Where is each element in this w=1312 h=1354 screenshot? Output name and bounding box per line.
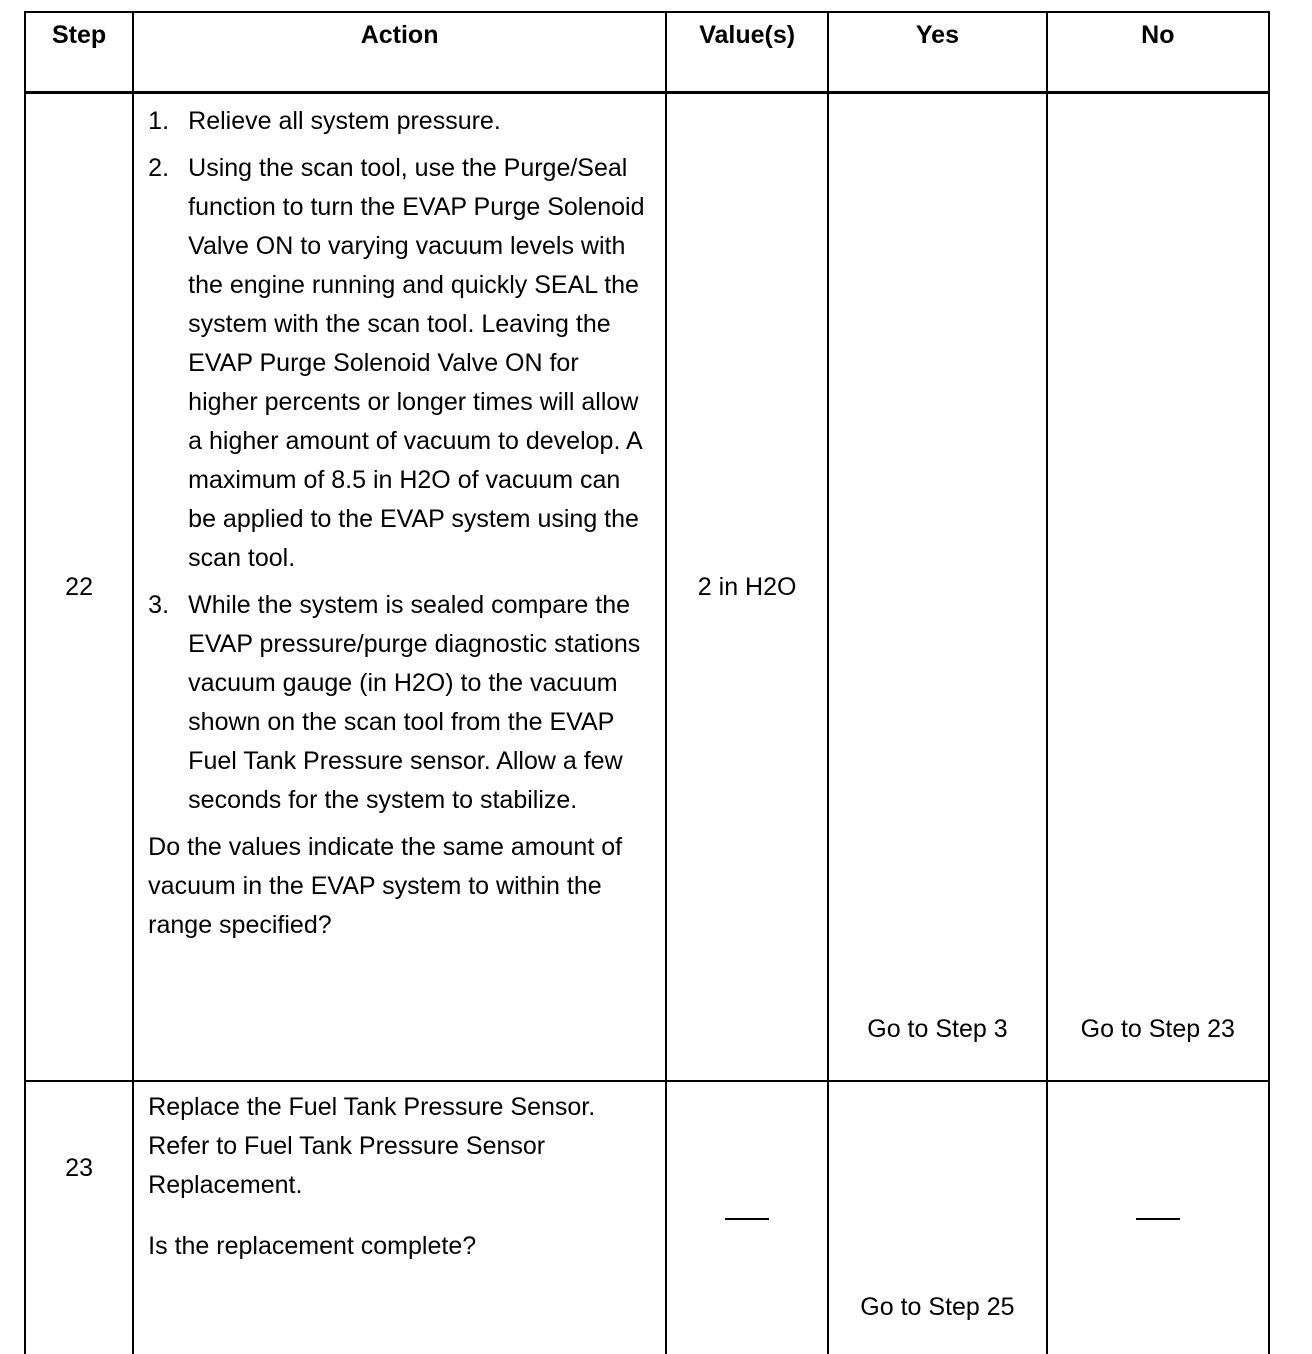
action-step-number: 1. (148, 107, 170, 135)
step-number-cell: 22 (25, 93, 133, 1082)
value-cell (666, 1081, 828, 1354)
table-header-row (25, 12, 1269, 93)
action-cell (133, 93, 666, 1082)
step-number-cell: 23 (25, 1081, 133, 1354)
header-action: Action (133, 12, 666, 93)
action-step (148, 102, 655, 141)
action-step (148, 586, 655, 820)
dash-line (1136, 1218, 1180, 1220)
header-step: Step (25, 12, 133, 93)
table-row (25, 1081, 1269, 1354)
diagnostic-table (24, 11, 1270, 1354)
dash-line (725, 1218, 769, 1220)
action-step (148, 149, 655, 578)
action-question: Is the replacement complete? (148, 1232, 477, 1260)
action-step-text: Relieve all system pressure. (188, 107, 501, 135)
no-cell: Go to Step 23 (1047, 93, 1269, 1082)
header-yes: Yes (828, 12, 1046, 93)
action-step-number: 2. (148, 154, 170, 182)
no-cell (1047, 1081, 1269, 1354)
action-step-text: Using the scan tool, use the Purge/Seal function to turn the EVAP Purge Solenoid Valve ON to varying vacuum levels with the engine running and quickly SEAL the system with the scan tool. Leaving the EVAP Purge Solenoid Valve ON for higher percents or longer times will allow a higher amount of vacuum to develop. A maximum of 8.5 in H2O of vacuum can be applied to the EVAP system using the scan tool. (188, 154, 645, 572)
value-cell: 2 in H2O (666, 93, 828, 1082)
header-values: Value(s) (666, 12, 828, 93)
action-step-text: While the system is sealed compare the EVAP pressure/purge diagnostic stations vacuum gauge (in H2O) to the vacuum shown on the scan tool from the EVAP Fuel Tank Pressure sensor. Allow a few seconds for the system to stabilize. (188, 591, 641, 814)
action-step-number: 3. (148, 591, 170, 619)
action-cell (133, 1081, 666, 1354)
yes-cell: Go to Step 3 (828, 93, 1046, 1082)
table-row (25, 93, 1269, 1082)
action-question: Do the values indicate the same amount of vacuum in the EVAP system to within the range specified? (148, 833, 623, 939)
action-text: Replace the Fuel Tank Pressure Sensor. Refer to Fuel Tank Pressure Sensor Replacement. (148, 1093, 596, 1199)
yes-cell: Go to Step 25 (828, 1081, 1046, 1354)
header-no: No (1047, 12, 1269, 93)
